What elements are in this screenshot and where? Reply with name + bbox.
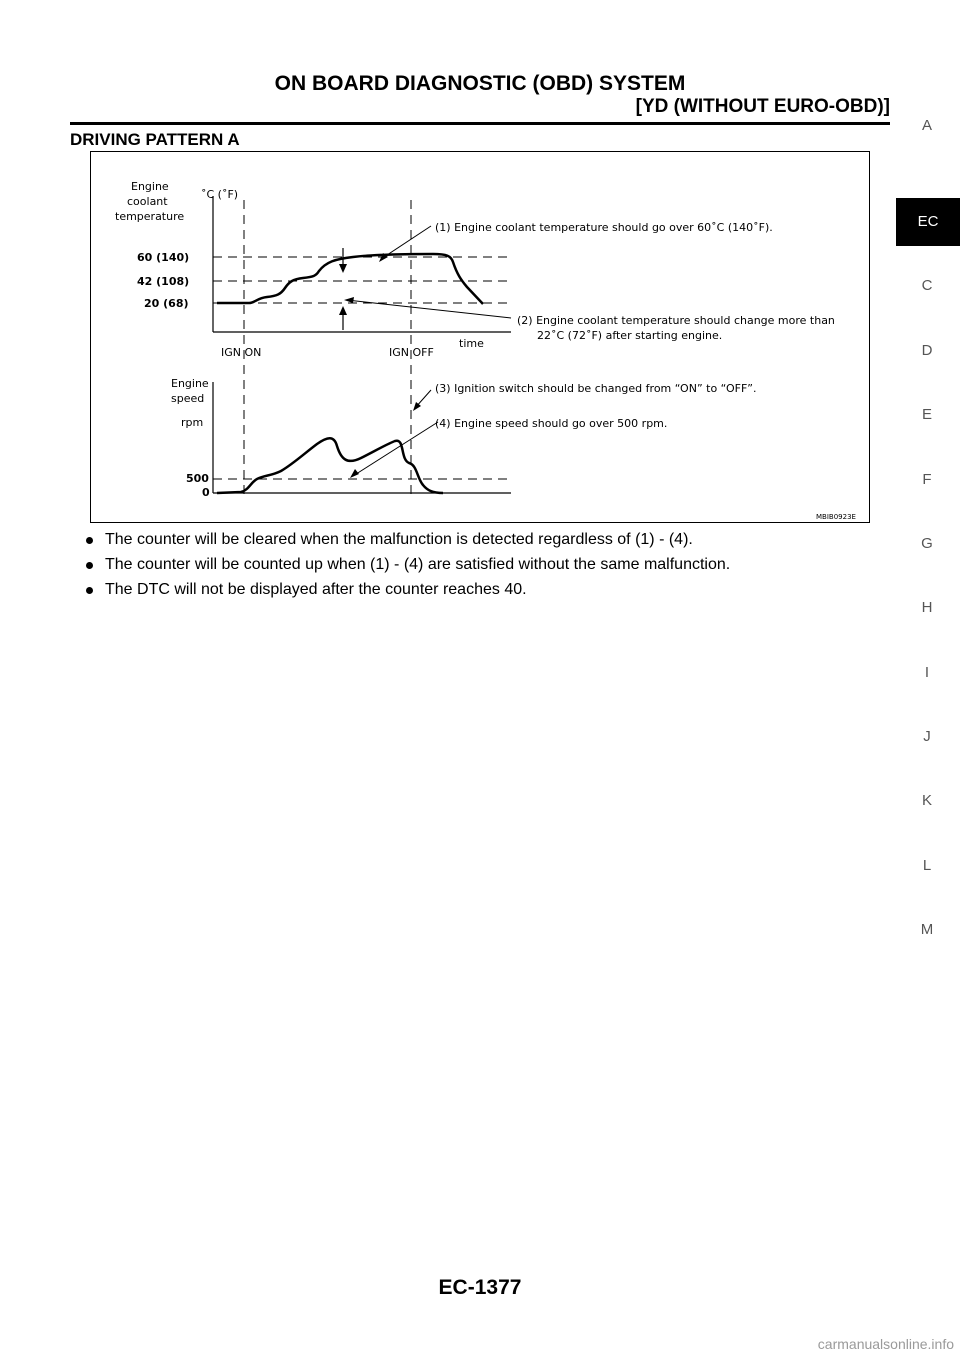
section-title: DRIVING PATTERN A	[70, 130, 240, 149]
index-tab-k[interactable]: K	[921, 792, 932, 809]
note-2-line1: (2) Engine coolant temperature should change more than	[517, 314, 835, 327]
bullet-item	[82, 530, 730, 555]
index-tab-j[interactable]: J	[923, 728, 931, 745]
index-tab-e[interactable]: E	[921, 406, 932, 423]
driving-pattern-figure	[90, 151, 870, 523]
header-divider	[70, 122, 890, 125]
temp-unit-label: ˚C (˚F)	[201, 188, 239, 201]
temp-tick-42: 42 (108)	[137, 275, 190, 288]
delta-arrowhead-upper	[339, 264, 347, 273]
page-number: EC-1377	[438, 1276, 522, 1299]
speed-tick-500: 500	[186, 472, 209, 485]
note-3: (3) Ignition switch should be changed from “ON” to “OFF”.	[435, 382, 757, 395]
time-axis-label: time	[459, 337, 484, 350]
note-1: (1) Engine coolant temperature should go over 60˚C (140˚F).	[435, 221, 773, 234]
bullet-dot-icon	[86, 587, 93, 594]
bullet-text: The DTC will not be displayed after the counter reaches 40.	[105, 581, 527, 598]
driving-pattern-diagram	[91, 152, 871, 524]
index-tab-a[interactable]: A	[921, 117, 932, 134]
page-header-title: ON BOARD DIAGNOSTIC (OBD) SYSTEM	[274, 72, 686, 95]
index-tab-c[interactable]: C	[921, 277, 933, 294]
temp-axis-label-line2: coolant	[127, 195, 168, 208]
note-2-line2: 22˚C (72˚F) after starting engine.	[537, 329, 723, 342]
bullet-text: The counter will be counted up when (1) - (4) are satisfied without the same malfunction.	[105, 556, 731, 573]
index-tab-ec-label: EC	[917, 213, 939, 230]
note2-leader-arrowhead	[344, 297, 354, 303]
bullet-dot-icon	[86, 537, 93, 544]
bullet-item	[82, 555, 730, 580]
temp-axis-label-line1: Engine	[131, 180, 169, 193]
ign-off-label: IGN OFF	[389, 346, 434, 359]
index-tab-ec-active[interactable]	[896, 198, 960, 246]
bullet-text: The counter will be cleared when the malfunction is detected regardless of (1) - (4).	[105, 531, 693, 548]
note4-leader-arrowhead	[350, 469, 359, 478]
index-tab-h[interactable]: H	[921, 599, 933, 616]
speed-axis-label-line1: Engine	[171, 377, 209, 390]
speed-tick-0: 0	[202, 486, 210, 499]
delta-arrowhead-lower	[339, 306, 347, 315]
index-tab-m[interactable]: M	[920, 921, 934, 938]
temp-axis-label-line3: temperature	[115, 210, 185, 223]
index-tab-i[interactable]: I	[924, 664, 930, 681]
speed-axis-label-line2: speed	[171, 392, 205, 405]
temp-tick-60: 60 (140)	[137, 251, 190, 264]
page-header-subtitle: [YD (WITHOUT EURO-OBD)]	[635, 96, 890, 117]
index-tab-f[interactable]: F	[922, 471, 932, 488]
figure-code: MBIB0923E	[816, 513, 856, 521]
watermark-text: carmanualsonline.info	[817, 1336, 954, 1352]
bullet-list	[82, 530, 730, 605]
note-4: (4) Engine speed should go over 500 rpm.	[435, 417, 668, 430]
note4-leader	[353, 422, 438, 476]
engine-speed-curve	[217, 438, 443, 493]
speed-unit-label: rpm	[181, 416, 204, 429]
bullet-dot-icon	[86, 562, 93, 569]
index-tab-g[interactable]: G	[921, 535, 933, 552]
temp-tick-20: 20 (68)	[144, 297, 189, 310]
bullet-item	[82, 580, 730, 605]
coolant-temperature-curve	[217, 254, 483, 304]
index-tab-d[interactable]: D	[921, 342, 933, 359]
ign-on-label: IGN ON	[221, 346, 262, 359]
index-tab-l[interactable]: L	[922, 857, 932, 874]
